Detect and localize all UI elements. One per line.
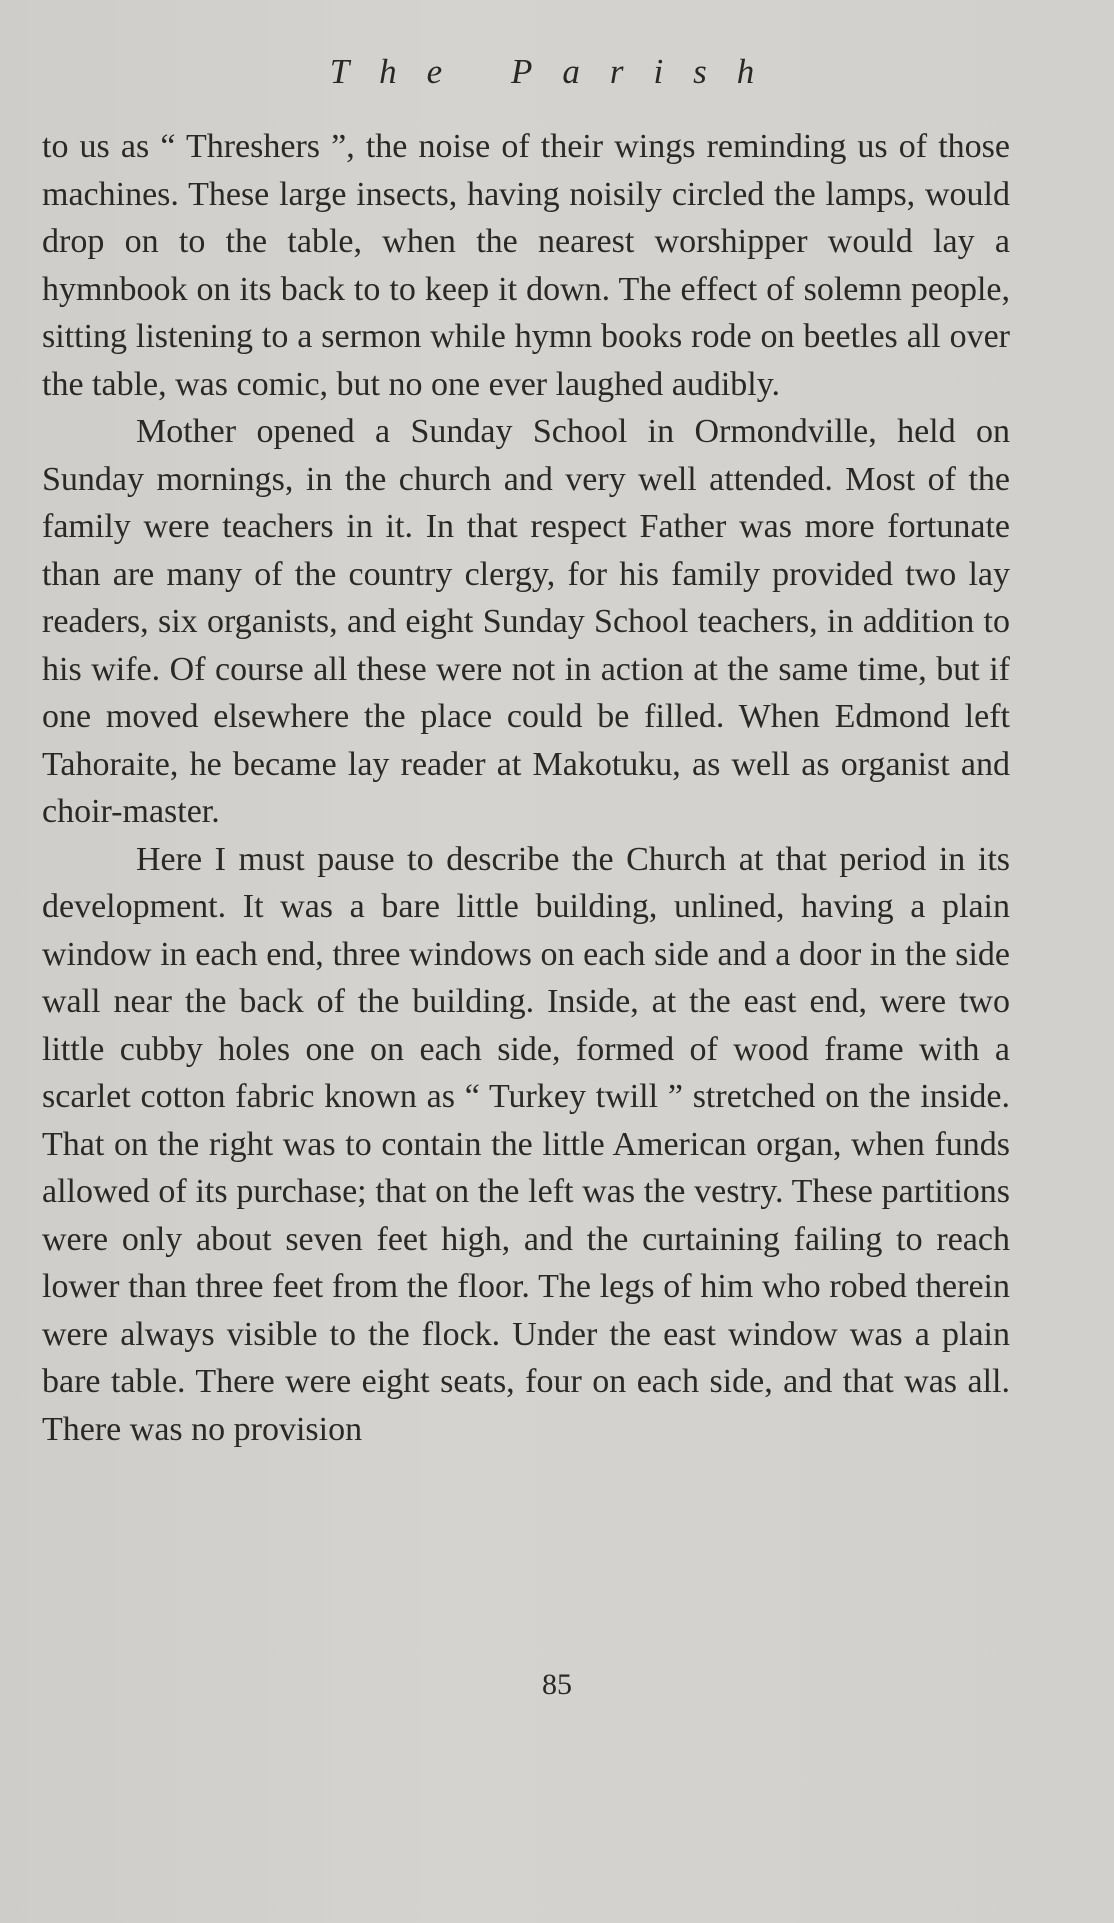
paragraph-sunday-school: Mother opened a Sunday School in Ormondville, held on Sunday mornings, in the church and very well attended. Most of the family were teachers in it. In that respect Father was more fortunate than are many of the country clergy, for his family provided two lay readers, six organists, and eight Sunday School teachers, in addition to his wife. Of course all these were not in action at the same time, but if one moved elsewhere the place could be filled. When Edmond left Tahoraite, he became lay reader at Makotuku, as well as organist and choir-master. — [42, 413, 1010, 830]
paragraph-church-description: Here I must pause to describe the Church at that period in its development. It was a bare little building, unlined, having a plain window in each end, three windows on each side and a door in the side wall near the back of the building. Inside, at the east end, were two little cubby holes one on each side, formed of wood frame with a scarlet cotton fabric known as “ Turkey twill ” stretched on the inside. That on the right was to contain the little American organ, when funds allowed of its purchase; that on the left was the vestry. These partitions were only about seven feet high, and the curtaining failing to reach lower than three feet from the floor. The legs of him who robed therein were always visible to the flock. Under the east window was a plain bare table. There were eight seats, four on each side, and that was all. There was no provision — [42, 840, 1010, 1448]
body-text — [42, 123, 1010, 1453]
running-head: The Parish — [329, 52, 785, 91]
page-number: 85 — [542, 1668, 572, 1701]
paragraph-threshers: to us as “ Threshers ”, the noise of their wings reminding us of those machines. These large insects, having noisily circled the lamps, would drop on to the table, when the nearest worshipper would lay a hymnbook on its back to to keep it down. The effect of solemn people, sitting listening to a sermon while hymn books rode on beetles all over the table, was comic, but no one ever laughed audibly. — [42, 128, 1010, 403]
